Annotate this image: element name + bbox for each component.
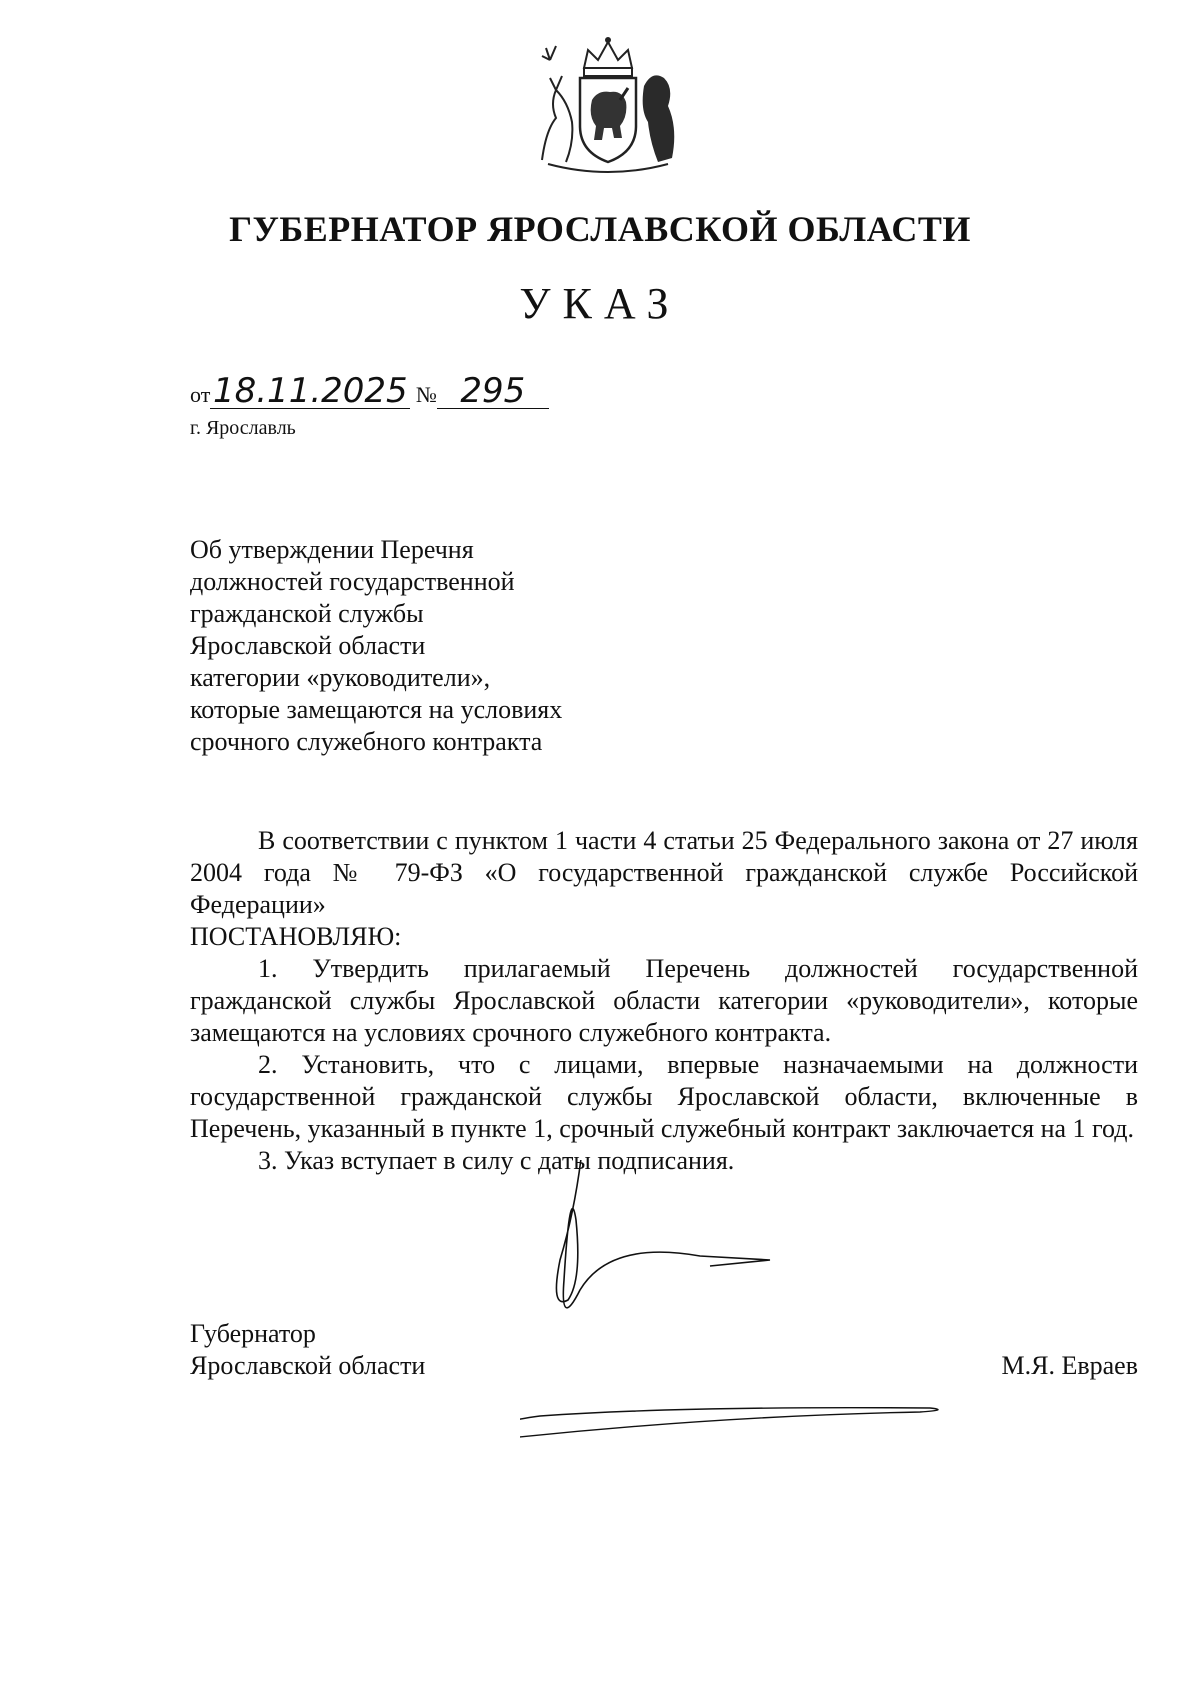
decree-item: 1. Утвердить прилагаемый Перечень должностей государственной гражданской службы Ярославской области категории «руководители», которые замещаются на условиях срочного служебного контракта.	[190, 954, 1138, 1047]
decree-item: 2. Установить, что с лицами, впервые назначаемыми на должности государственной гражданской службы Ярославской области, включенные в Перечень, указанный в пункте 1, срочный служебный контракт заключается на 1 год.	[190, 1050, 1138, 1143]
subject-line: гражданской службы	[190, 599, 424, 628]
issuing-authority-title: ГУБЕРНАТОР ЯРОСЛАВСКОЙ ОБЛАСТИ	[229, 209, 971, 249]
decree-body	[190, 825, 1138, 1177]
document-type-heading: УКАЗ	[519, 279, 681, 328]
preamble-paragraph: В соответствии с пунктом 1 части 4 статьи 25 Федерального закона от 27 июля 2004 года № 79-ФЗ «О государственной гражданской службе Российской Федерации»	[190, 826, 1138, 919]
decree-subject	[190, 534, 562, 758]
signatory-title	[190, 1318, 425, 1382]
handwritten-number: 295	[437, 374, 549, 409]
decree-word: ПОСТАНОВЛЯЮ:	[190, 922, 402, 951]
date-prefix: от	[190, 382, 211, 407]
signatory-title-line: Ярославской области	[190, 1351, 426, 1380]
subject-line: срочного служебного контракта	[190, 727, 543, 756]
subject-line: Об утверждении Перечня	[190, 535, 474, 564]
number-prefix: №	[415, 382, 437, 407]
decree-item: 3. Указ вступает в силу с даты подписания.	[258, 1146, 735, 1175]
subject-line: которые замещаются на условиях	[190, 695, 563, 724]
city-label: г. Ярославль	[190, 417, 296, 439]
subject-line: должностей государственной	[190, 567, 515, 596]
coat-of-arms-emblem	[528, 30, 688, 180]
registration-line	[190, 371, 549, 411]
signatory-name: М.Я. Евраев	[1001, 1351, 1138, 1380]
handwritten-signature	[520, 1160, 1040, 1460]
subject-line: Ярославской области	[190, 631, 426, 660]
signatory-title-line: Губернатор	[190, 1319, 316, 1348]
subject-line: категории «руководители»,	[190, 663, 491, 692]
handwritten-date: 18.11.2025	[210, 374, 410, 409]
